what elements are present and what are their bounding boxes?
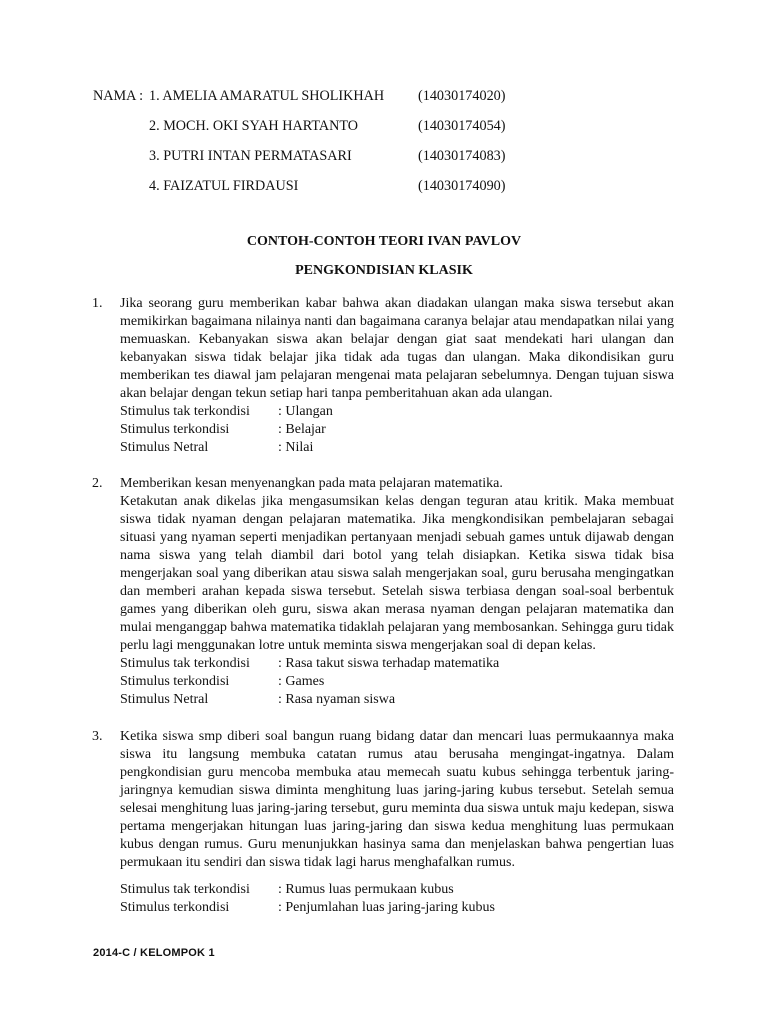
item-paragraph: Ketika siswa smp diberi soal bangun ruang bidang datar dan mencari luas permukaannya maka siswa itu langsung membuka catatan rumus atau berusaha mengingat-ingatnya. Dalam pengkondisian guru mencoba membuka atau memecah suatu kubus sehingga terbentuk jaring-jaringnya kemudian siswa diminta menghitung luas jaring-jaring kubus tersebut. Setelah semua selesai menghitung luas jaring-jaring tersebut, guru meminta dua siswa untuk maju kedepan, siswa pertama mengerjakan hitungan luas jaring-jaring dan siswa kedua menghitung luas permukaan kubus dengan rumus. Guru menunjukkan hasinya sama dan menjelaskan bahwa pengertian luas permukaan itu sendiri dan siswa tidak lagi harus menghafalkan rumus. — [120, 729, 674, 870]
stimulus-value: : Belajar — [278, 422, 326, 437]
member-nim: (14030174054) — [418, 118, 506, 134]
stimulus-row — [120, 403, 674, 421]
stimulus-row — [120, 691, 674, 709]
document-title: CONTOH-CONTOH TEORI IVAN PAVLOV — [246, 234, 522, 249]
stimulus-value: : Rumus luas permukaan kubus — [278, 882, 454, 897]
stimulus-row — [120, 881, 674, 899]
stimulus-value: : Rasa nyaman siswa — [278, 692, 396, 707]
example-item-2 — [92, 475, 674, 709]
item-number: 1. — [92, 296, 103, 311]
item-paragraph: Memberikan kesan menyenangkan pada mata pelajaran matematika. — [120, 476, 503, 491]
member-name: 4. FAIZATUL FIRDAUSI — [149, 178, 299, 194]
page-footer: 2014-C / KELOMPOK 1 — [93, 947, 215, 959]
member-row — [93, 176, 613, 206]
member-name: 3. PUTRI INTAN PERMATASARI — [149, 148, 352, 164]
example-item-1 — [92, 295, 674, 457]
stimulus-key: Stimulus tak terkondisi — [120, 656, 250, 671]
member-name: 1. AMELIA AMARATUL SHOLIKHAH — [149, 88, 385, 104]
stimulus-value: : Games — [278, 674, 325, 689]
example-list — [92, 295, 674, 917]
member-list — [93, 86, 613, 206]
example-item-3 — [92, 728, 674, 917]
stimulus-value: : Rasa takut siswa terhadap matematika — [278, 656, 500, 671]
document-subtitle: PENGKONDISIAN KLASIK — [295, 263, 473, 278]
stimulus-key: Stimulus tak terkondisi — [120, 404, 250, 419]
item-paragraph: Jika seorang guru memberikan kabar bahwa akan diadakan ulangan maka siswa tersebut akan memikirkan bagaimana nilainya nanti dan bagaimana caranya belajar atau mendapatkan nilai yang memuaskan. Kebanyakan siswa akan belajar dengan giat saat mendekati hari ulangan dan kebanyakan siswa tidak belajar jika tidak ada tugas dan ulangan. Maka dikondisikan guru memberikan tes diawal jam pelajaran mengenai mata pelajaran sebelumnya. Dengan tujuan siswa akan belajar dengan tekun setiap hari tanpa pemberitahuan akan ada ulangan. — [120, 296, 674, 401]
name-label: NAMA : — [93, 88, 144, 104]
member-row — [93, 116, 613, 146]
stimulus-key: Stimulus terkondisi — [120, 422, 230, 437]
member-name: 2. MOCH. OKI SYAH HARTANTO — [149, 118, 358, 134]
stimulus-key: Stimulus Netral — [120, 440, 209, 455]
stimulus-value: : Ulangan — [278, 404, 333, 419]
member-nim: (14030174020) — [418, 88, 506, 104]
member-nim: (14030174083) — [418, 148, 506, 164]
item-number: 2. — [92, 476, 103, 491]
stimulus-row — [120, 899, 674, 917]
member-row — [93, 146, 613, 176]
stimulus-row — [120, 655, 674, 673]
stimulus-value: : Nilai — [278, 440, 314, 455]
stimulus-row — [120, 439, 674, 457]
member-nim: (14030174090) — [418, 178, 506, 194]
stimulus-row — [120, 673, 674, 691]
stimulus-key: Stimulus Netral — [120, 692, 209, 707]
item-paragraph: Ketakutan anak dikelas jika mengasumsikan kelas dengan teguran atau kritik. Maka membuat siswa tidak nyaman dengan pelajaran matematika. Jika mengkondisikan pembelajaran sebagai situasi yang nyaman seperti menjadikan pertanyaan menjadi sebuah games untuk dijawab dengan nama siswa yang telah diambil dari botol yang telah disiapkan. Ketika siswa tidak bisa mengerjakan soal yang diberikan atau siswa salah mengerjakan soal, guru berusaha mengingatkan dan memberi arahan kepada siswa tersebut. Setelah siswa terbiasa dengan soal-soal berbentuk games yang diberikan oleh guru, siswa akan merasa nyaman dengan pelajaran matematika dan mulai menganggap bahwa matematika tidaklah pelajaran yang membosankan. Sehingga guru tidak perlu lagi menggunakan lotre untuk meminta siswa mengerjakan soal di depan kelas. — [120, 494, 674, 653]
stimulus-value: : Penjumlahan luas jaring-jaring kubus — [278, 900, 495, 915]
stimulus-row — [120, 421, 674, 439]
stimulus-key: Stimulus tak terkondisi — [120, 882, 250, 897]
stimulus-key: Stimulus terkondisi — [120, 900, 230, 915]
spacer — [120, 872, 674, 881]
item-number: 3. — [92, 729, 103, 744]
member-row — [93, 86, 613, 116]
stimulus-key: Stimulus terkondisi — [120, 674, 230, 689]
